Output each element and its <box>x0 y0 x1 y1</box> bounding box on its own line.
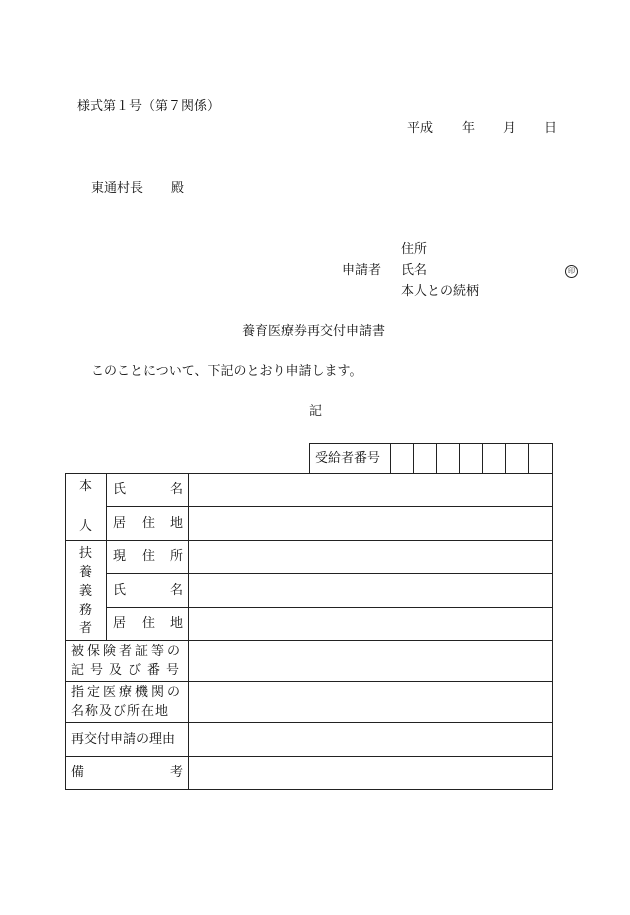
insurance-line1: 被保険者証等の <box>71 644 184 659</box>
label-char: 備 <box>71 765 85 780</box>
document-title: 養育医療券再交付申請書 <box>242 324 386 339</box>
person-group-char2: 人 <box>79 519 93 534</box>
label-char: 氏 <box>113 482 127 497</box>
label-char: 住 <box>142 549 156 564</box>
addressee-honorific: 殿 <box>171 181 185 196</box>
applicant-address-label: 住所 <box>401 242 428 257</box>
form-number: 様式第１号（第７関係） <box>77 99 221 114</box>
label-char: 名 <box>170 583 184 598</box>
label-char: 所 <box>170 549 184 564</box>
label-char: 居 <box>113 516 127 531</box>
label-char: 現 <box>113 549 127 564</box>
label-char: 氏 <box>113 583 127 598</box>
date-year: 年 <box>462 121 476 136</box>
seal-mark: 印 <box>565 265 578 278</box>
record-label: 記 <box>309 404 323 419</box>
supporter-group-char: 務 <box>79 603 93 618</box>
date-era: 平成 <box>407 121 434 136</box>
label-char: 地 <box>170 516 184 531</box>
date-month: 月 <box>503 121 517 136</box>
supporter-group-char: 養 <box>79 565 93 580</box>
applicant-name-label: 氏名 <box>401 263 428 278</box>
label-char: 住 <box>142 616 156 631</box>
body-text: このことについて、下記のとおり申請します。 <box>91 364 363 379</box>
label-char: 住 <box>142 516 156 531</box>
insurance-line2: 記号及び番号 <box>71 663 186 678</box>
person-group-char1: 本 <box>79 479 93 494</box>
label-char: 名 <box>170 482 184 497</box>
date-day: 日 <box>544 121 558 136</box>
applicant-label: 申請者 <box>342 263 382 278</box>
institution-line1: 指定医療機関の <box>71 685 184 700</box>
row-reason-label: 再交付申請の理由 <box>71 732 176 747</box>
addressee-name: 東通村長 <box>91 181 144 196</box>
supporter-group-char: 者 <box>79 621 93 636</box>
institution-line2: 名称及び所在地 <box>71 704 170 719</box>
applicant-relation-label: 本人との続柄 <box>401 284 480 299</box>
supporter-group-char: 義 <box>79 584 93 599</box>
supporter-group-char: 扶 <box>79 546 93 561</box>
label-char: 居 <box>113 616 127 631</box>
label-char: 地 <box>170 616 184 631</box>
recipient-number-label: 受給者番号 <box>315 451 381 466</box>
label-char: 考 <box>170 765 184 780</box>
